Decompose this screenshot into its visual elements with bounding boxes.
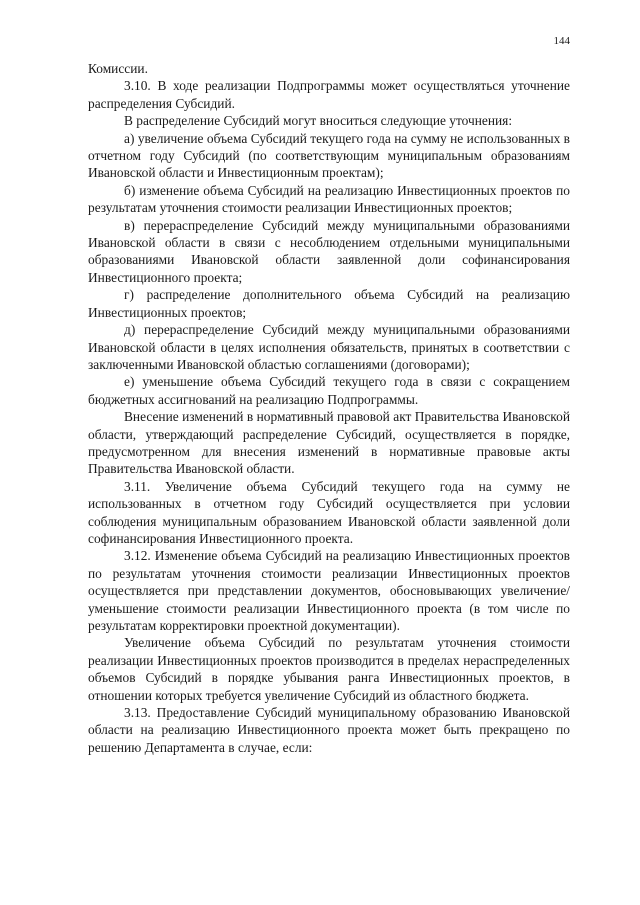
paragraph-clarifications-intro: В распределение Субсидий могут вноситься следующие уточнения: [124,113,513,129]
list-item-b: б) изменение объема Субсидий на реализацию Инвестиционных проектов по результатам уточнения стоимости реализации Инвестиционных проектов; [88,182,570,216]
list-item-v: в) перераспределение Субсидий между муниципальными образованиями Ивановской области в связи с несоблюдением отдельными муниципальными образованиями Ивановской области заявленной доли софинансирования Инвестиционного проекта; [88,217,570,285]
document-body [88,60,570,756]
paragraph-increase: Увеличение объема Субсидий по результатам уточнения стоимости реализации Инвестиционных проектов производится в пределах нераспределенных объемов Субсидий в порядке убывания ранга Инвестиционных проектов, в отношении которых требуется увеличение Субсидий из областного бюджета. [88,635,570,703]
paragraph-3-12: 3.12. Изменение объема Субсидий на реализацию Инвестиционных проектов по результатам уточнения стоимости реализации Инвестиционных проектов осуществляется при представлении документов, обосновывающих увеличение/уменьшение стоимости реализации Инвестиционного проекта (в том числе по результатам корректировки проектной документации). [88,548,570,633]
list-item-a: а) увеличение объема Субсидий текущего года на сумму не использованных в отчетном году Субсидий (по соответствующим муниципальным образованиям Ивановской области и Инвестиционным проектам); [88,130,570,181]
paragraph-3-10: 3.10. В ходе реализации Подпрограммы может осуществляться уточнение распределения Субсидий. [88,78,570,111]
list-item-e: е) уменьшение объема Субсидий текущего года в связи с сокращением бюджетных ассигнований на реализацию Подпрограммы. [88,374,570,407]
paragraph-amendments: Внесение изменений в нормативный правовой акт Правительства Ивановской области, утверждающий распределение Субсидий, осуществляется в порядке, предусмотренном для внесения изменений в нормативные правовые акты Правительства Ивановской области. [88,409,570,477]
paragraph-3-11: 3.11. Увеличение объема Субсидий текущего года на сумму не использованных в отчетном году Субсидий осуществляется при условии соблюдения муниципальным образованием Ивановской области заявленной доли софинансирования Инвестиционного проекта. [88,478,570,546]
list-item-g: г) распределение дополнительного объема Субсидий на реализацию Инвестиционных проектов; [88,287,570,320]
paragraph-0: Комиссии. [88,61,148,76]
list-item-d: д) перераспределение Субсидий между муниципальными образованиями Ивановской области в целях исполнения обязательств, принятых в соответствии с заключенными Ивановской областью соглашениями (договорами); [88,322,570,372]
paragraph-3-13: 3.13. Предоставление Субсидий муниципальному образованию Ивановской области на реализацию Инвестиционного проекта может быть прекращено по решению Департамента в случае, если: [88,705,570,755]
page-number: 144 [553,35,570,47]
